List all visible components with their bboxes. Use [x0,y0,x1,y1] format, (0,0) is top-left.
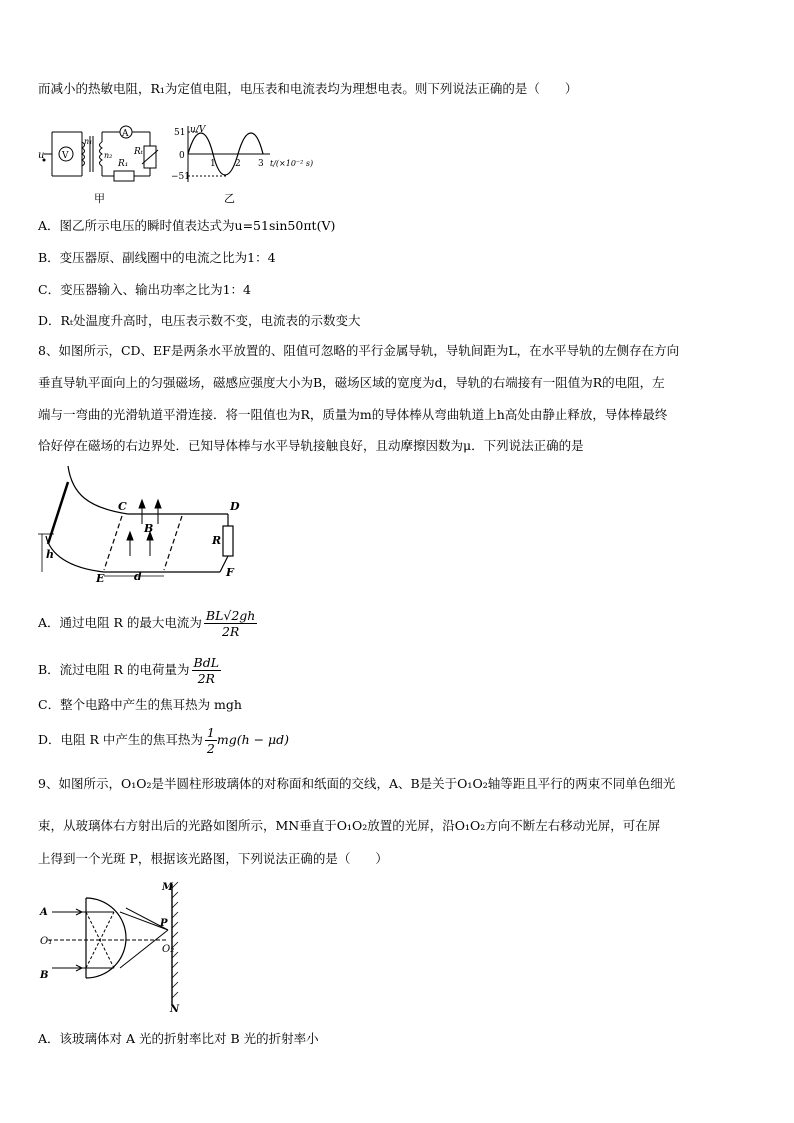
q8-option-b [38,655,221,686]
tick-3: 3 [258,159,264,169]
tick-2: 2 [235,159,241,169]
q8-option-a-text: A．通过电阻 R 的最大电流为 [38,615,202,630]
q9-line-1: 9、如图所示，O₁O₂是半圆柱形玻璃体的对称面和纸面的交线，A、B是关于O₁O₂轴等距且平行的两束不同单色细光 [38,776,676,791]
q8-line-3: 端与一弯曲的光滑轨道平滑连接．将一阻值也为R，质量为m的导体棒从弯曲轨道上h高处由静止释放，导体棒最终 [38,407,668,422]
label-E: E [96,572,105,585]
denominator: 2R [197,671,215,686]
q8-line-1: 8、如图所示，CD、EF是两条水平放置的、阻值可忽略的平行金属导轨，导轨间距为L，在水平导轨的左侧存在方向 [38,343,680,358]
label-O2: O₂ [162,944,175,955]
label-V: V [62,151,69,161]
q9-optics-figure [38,878,198,1013]
label-RT: Rₜ [134,147,143,157]
label-B: B [144,522,154,535]
q7-option-b: B．变压器原、副线圈中的电流之比为1：4 [38,250,276,265]
label-A: A [40,907,48,918]
q7-option-d: D．Rₜ处温度升高时，电压表示数不变，电流表的示数变大 [38,313,361,328]
label-P: P [160,918,168,929]
q7-option-a: A．图乙所示电压的瞬时值表达式为u=51sin50πt(V) [38,218,336,233]
label-yi: 乙 [224,192,235,205]
label-C: C [118,500,127,513]
q9-line-3: 上得到一个光斑 P，根据该光路图，下列说法正确的是（ ） [38,851,388,866]
q9-line-2: 束，从玻璃体右方射出后的光路如图所示，MN垂直于O₁O₂放置的光屏，沿O₁O₂方向不断左右移动光屏，可在屏 [38,818,661,833]
tick-1: 1 [210,159,216,169]
denominator: 2 [206,741,215,756]
q7-intro: 而减小的热敏电阻，R₁为定值电阻，电压表和电流表均为理想电表。则下列说法正确的是（ ） [38,81,578,96]
q8-option-d-tail: mg(h − μd) [216,732,290,747]
label-N: N [170,1004,180,1015]
label-F: F [226,566,234,579]
numerator: BL√2gh [205,608,256,623]
fraction [192,655,222,686]
label-d: d [134,570,142,583]
label-M: M [162,882,174,893]
tick-top: 51 [174,128,186,138]
label-O1: O₁ [40,936,53,947]
q8-line-4: 恰好停在磁场的右边界处．已知导体棒与水平导轨接触良好，且动摩擦因数为μ．下列说法正确的是 [38,438,584,453]
label-D: D [230,500,240,513]
label-h: h [46,548,54,561]
label-B: B [40,970,49,981]
label-u: u [38,150,45,161]
q8-option-b-text: B．流过电阻 R 的电荷量为 [38,662,190,677]
fraction [205,725,217,756]
tick-bottom: −51 [171,172,190,182]
fraction [204,608,257,639]
tick-origin: 0 [179,151,185,161]
q8-rail-figure [38,464,248,584]
t-axis-label: t/(×10⁻² s) [270,159,314,168]
label-n2: n₂ [104,151,113,160]
label-n1: n₁ [84,137,93,146]
label-A: A [122,129,129,139]
u-axis-label: u/V [190,125,206,135]
q7-option-c: C．变压器输入、输出功率之比为1：4 [38,282,251,297]
label-jia: 甲 [94,192,105,205]
q8-option-d [38,725,289,756]
numerator: 1 [206,725,215,740]
numerator: BdL [193,655,220,670]
denominator: 2R [221,624,240,639]
label-R: R [212,534,222,547]
q8-option-d-text: D．电阻 R 中产生的焦耳热为 [38,732,203,747]
label-R1: R₁ [118,159,129,169]
q8-option-a [38,608,257,639]
q7-circuit-figure [38,124,314,210]
q9-option-a: A．该玻璃体对 A 光的折射率比对 B 光的折射率小 [38,1031,319,1046]
q8-line-2: 垂直导轨平面向上的匀强磁场，磁感应强度大小为B，磁场区域的宽度为d，导轨的右端接有一阻值为R的电阻，左 [38,375,665,390]
q8-option-c: C．整个电路中产生的焦耳热为 mgh [38,697,242,712]
